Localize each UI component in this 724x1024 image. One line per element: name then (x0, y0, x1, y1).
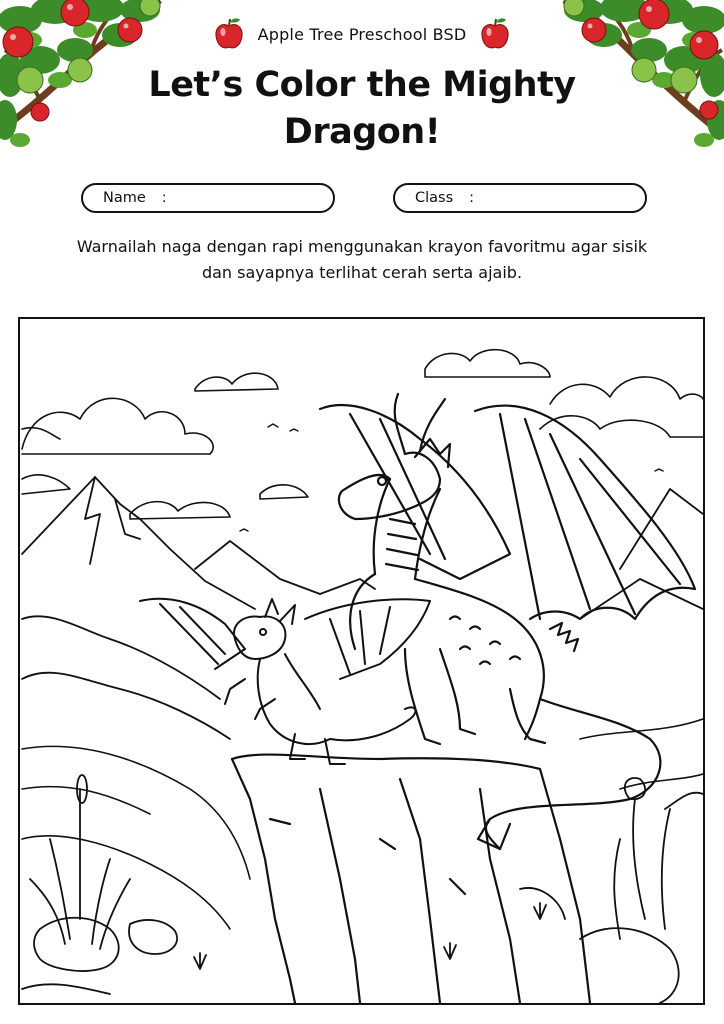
page-title (0, 62, 724, 156)
instructions-text: Warnailah naga dengan rapi menggunakan krayon favoritmu agar sisik dan sayapnya terlihat cerah serta ajaib. (76, 237, 648, 282)
name-field[interactable] (81, 183, 335, 213)
name-colon: : (161, 190, 167, 206)
class-colon: : (469, 190, 475, 206)
name-label: Name (103, 190, 146, 206)
page-title-line-1: Let’s Color the Mighty (148, 65, 576, 105)
school-header (0, 16, 724, 52)
dragon-line-art (20, 319, 703, 1003)
birds (240, 424, 663, 531)
large-dragon (320, 394, 695, 849)
school-name: Apple Tree Preschool BSD (257, 24, 467, 44)
small-dragon (140, 599, 430, 764)
class-field[interactable] (393, 183, 647, 213)
apple-icon (214, 17, 244, 51)
page-title-line-2: Dragon! (283, 112, 441, 152)
cliff (232, 755, 590, 1003)
class-label: Class (415, 190, 454, 206)
foreground-plants (22, 775, 703, 1003)
coloring-picture (18, 317, 705, 1005)
apple-icon (480, 17, 510, 51)
hills (22, 719, 703, 929)
